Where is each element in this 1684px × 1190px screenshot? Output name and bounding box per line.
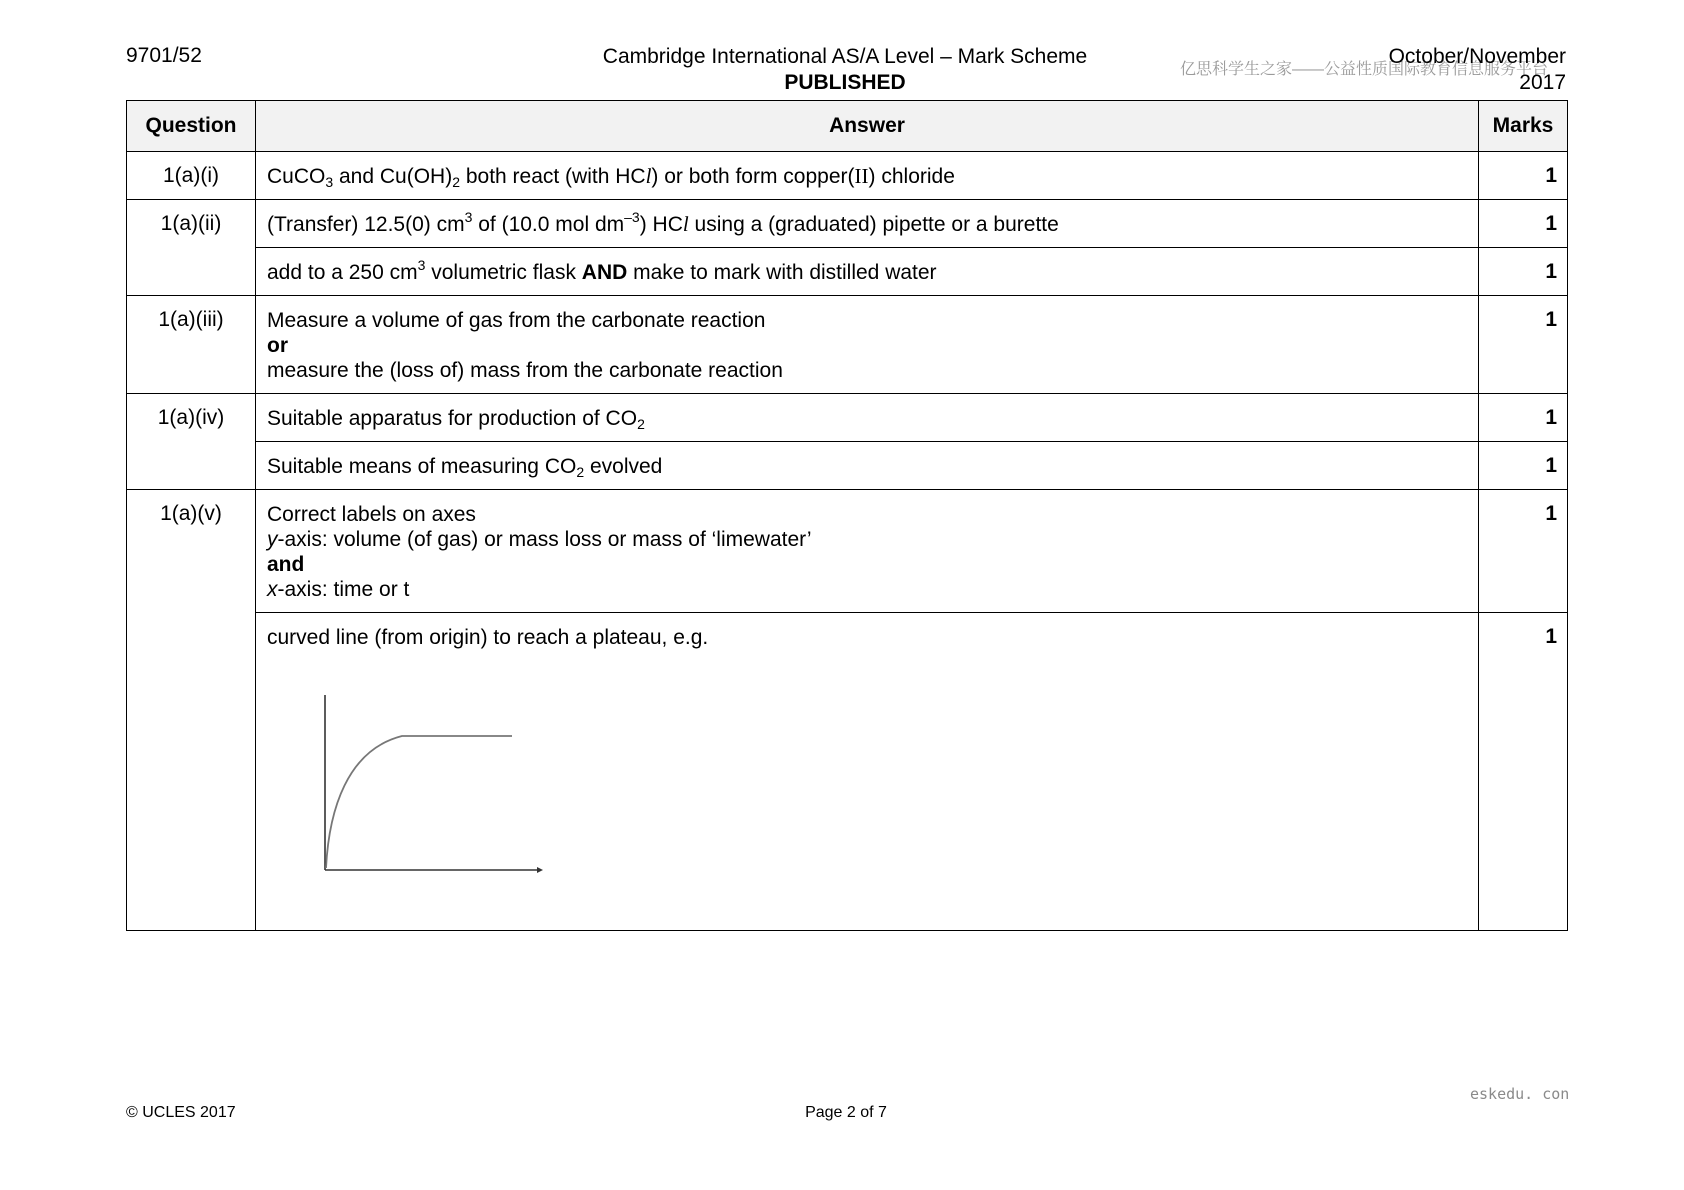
answer-text: Correct labels on axes y-axis: volume (of gas) or mass loss or mass of ‘limewater’ and x-axis: time or t	[256, 490, 1479, 613]
answer-text: curved line (from origin) to reach a plateau, e.g.	[256, 613, 1479, 931]
document-title: Cambridge International AS/A Level – Mark Scheme	[602, 45, 1088, 68]
page-number: Page 2 of 7	[805, 1104, 887, 1121]
mark-scheme-table	[126, 100, 1568, 931]
table-row	[127, 152, 1568, 200]
x-axis-arrow-icon	[537, 867, 543, 873]
answer-text: Suitable means of measuring $CO_2$ evolved	[256, 442, 1479, 490]
marks-value: 1	[1479, 613, 1568, 931]
marks-value: 1	[1479, 296, 1568, 394]
table-row	[127, 490, 1568, 613]
document-code: 9701/52	[126, 44, 202, 67]
plateau-curve-diagram	[307, 690, 547, 880]
answer-text: Suitable apparatus for production of $CO_2$	[256, 394, 1479, 442]
question-number: 1(a)(ii)	[127, 200, 256, 296]
published-label: PUBLISHED	[784, 71, 906, 94]
marks-column-header: Marks	[1479, 101, 1568, 152]
answer-column-header: Answer	[256, 101, 1479, 152]
marks-value: 1	[1479, 200, 1568, 248]
answer-text: (Transfer) 12.5(0) $cm^3$ of (10.0 mol $dm^{-3}$) HCl using a (graduated) pipette or a burette	[256, 200, 1479, 248]
marks-value: 1	[1479, 490, 1568, 613]
answer-text: Measure a volume of gas from the carbonate reaction or measure the (loss of) mass from the carbonate reaction	[256, 296, 1479, 394]
marks-value: 1	[1479, 394, 1568, 442]
session-label: October/November	[1388, 45, 1566, 68]
table-row	[127, 394, 1568, 442]
question-column-header: Question	[127, 101, 256, 152]
answer-text: CuCO$_3$ and $Cu(OH)_2$ both react (with HCl) or both form copper(II) chloride	[256, 152, 1479, 200]
marks-value: 1	[1479, 442, 1568, 490]
table-row	[127, 200, 1568, 248]
table-row	[127, 248, 1568, 296]
copyright-notice: © UCLES 2017	[126, 1104, 236, 1121]
question-number: 1(a)(iv)	[127, 394, 256, 490]
plateau-curve	[326, 736, 512, 868]
table-header-row	[127, 101, 1568, 152]
question-number: 1(a)(iii)	[127, 296, 256, 394]
site-watermark: eskedu. con	[1470, 1085, 1570, 1103]
exam-session	[1389, 44, 1566, 96]
marks-value: 1	[1479, 248, 1568, 296]
watermark-text: 亿思科学生之家——公益性质国际教育信息服务平台	[1180, 61, 1549, 78]
answer-text: add to a 250 $cm^3$ volumetric flask AND make to mark with distilled water	[256, 248, 1479, 296]
document-header	[545, 44, 1145, 96]
question-number: 1(a)(v)	[127, 490, 256, 931]
question-number: 1(a)(i)	[127, 152, 256, 200]
table-row	[127, 442, 1568, 490]
table-row	[127, 613, 1568, 931]
table-row	[127, 296, 1568, 394]
session-year: 2017	[1519, 71, 1566, 94]
marks-value: 1	[1479, 152, 1568, 200]
